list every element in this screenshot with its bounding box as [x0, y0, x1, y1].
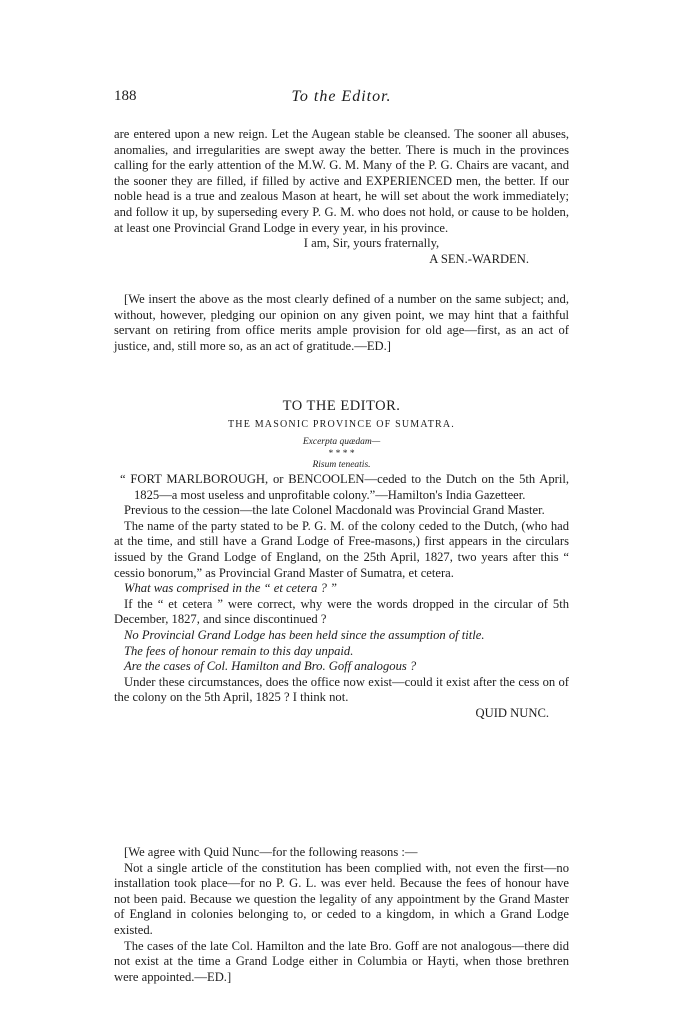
epigraph-line-1: Excerpta quædam— [302, 437, 381, 447]
editor-note-1 [114, 292, 569, 354]
editor-note-2-p2: Not a single article of the constitution has been complied with, not even the first—no installation took place—for no P. G. L. was ever held. Because the fees of honour have not been paid. Because we question the legality of any appointment by the Grand Master of England in colonies belonging to, or ceded to a kingdom, in which a Grand Lodge existed. [114, 860, 569, 937]
letter2-p4: What was comprised in the “ et cetera ? ” [124, 581, 338, 596]
letter-quid-nunc [114, 472, 569, 722]
editor-note-2-p1: [We agree with Quid Nunc—for the following reasons :— [124, 845, 418, 859]
editor-note-2-p3: The cases of the late Col. Hamilton and the late Bro. Goff are not analogous—there did not exist at the time a Grand Lodge either in Columbia or Hayti, when those brethren were appointed.—ED.] [114, 938, 569, 984]
page-number: 188 [114, 88, 137, 104]
letter1-body: are entered upon a new reign. Let the Augean stable be cleansed. The sooner all abuses, anomalies, and irregularities are swept away the better. There is much in the provinces calling for the early attention of the M.W. G. M. Many of the P. G. Chairs are vacant, and the sooner they are filled, if filled by active and EXPERIENCED men, the better. If our noble head is a true and zealous Mason at heart, he will set about the work immediately; and follow it up, by superseding every P. G. M. who does not hold, or cause to be holden, at least one Provincial Grand Lodge in every year, in his province. [114, 127, 569, 235]
letter2-p3: The name of the party stated to be P. G. M. of the colony ceded to the Dutch, (who had at the time, and still have a Grand Lodge of Free-masons,) first appears in the circulars issued by the Grand Lodge of England, on the 25th April, 1827, two years after this “ cessio bonorum,” as Provincial Grand Master of Sumatra, et cetera. [114, 518, 569, 580]
letter2-p7: The fees of honour remain to this day unpaid. [124, 643, 354, 658]
letter1-closing: I am, Sir, yours fraternally, [303, 236, 440, 251]
letter-senior-warden [114, 127, 569, 267]
epigraph [114, 437, 569, 472]
letter2-subtitle: THE MASONIC PROVINCE OF SUMATRA. [227, 419, 456, 430]
running-title: To the Editor. [291, 88, 392, 105]
letter1-signature: A SEN.-WARDEN. [429, 251, 529, 266]
letter2-p6: No Provincial Grand Lodge has been held since the assumption of title. [124, 627, 485, 642]
letter2-title: TO THE EDITOR. [282, 398, 401, 414]
editor-note-1-text: [We insert the above as the most clearly defined of a number on the same subject; and, without, however, pledging our opinion on any given point, we may hint that a faithful servant on retiring from office merits ample provision for old age—first, as an act of justice, and, still more so, as an act of gratitude.—ED.] [114, 292, 569, 353]
letter2-p5: If the “ et cetera ” were correct, why were the words dropped in the circular of 5th December, 1827, and since discontinued ? [114, 596, 569, 627]
editor-note-2 [114, 845, 569, 985]
epigraph-line-2: * * * * [328, 448, 355, 459]
letter2-p8: Are the cases of Col. Hamilton and Bro. Goff analogous ? [124, 659, 417, 674]
letter2-p2: Previous to the cession—the late Colonel Macdonald was Provincial Grand Master. [124, 503, 545, 518]
epigraph-line-3: Risum teneatis. [312, 460, 371, 470]
letter2-p9: Under these circumstances, does the office now exist—could it exist after the cess on of the colony on the 5th April, 1825 ? I think not. [114, 674, 569, 705]
letter2-p1: “ FORT MARLBOROUGH, or BENCOOLEN—ceded to the Dutch on the 5th April, 1825—a most useless and unprofitable colony.”—Hamilton's India Gazetteer. [120, 472, 569, 502]
letter2-signature: QUID NUNC. [475, 705, 549, 720]
page-header [114, 88, 569, 108]
